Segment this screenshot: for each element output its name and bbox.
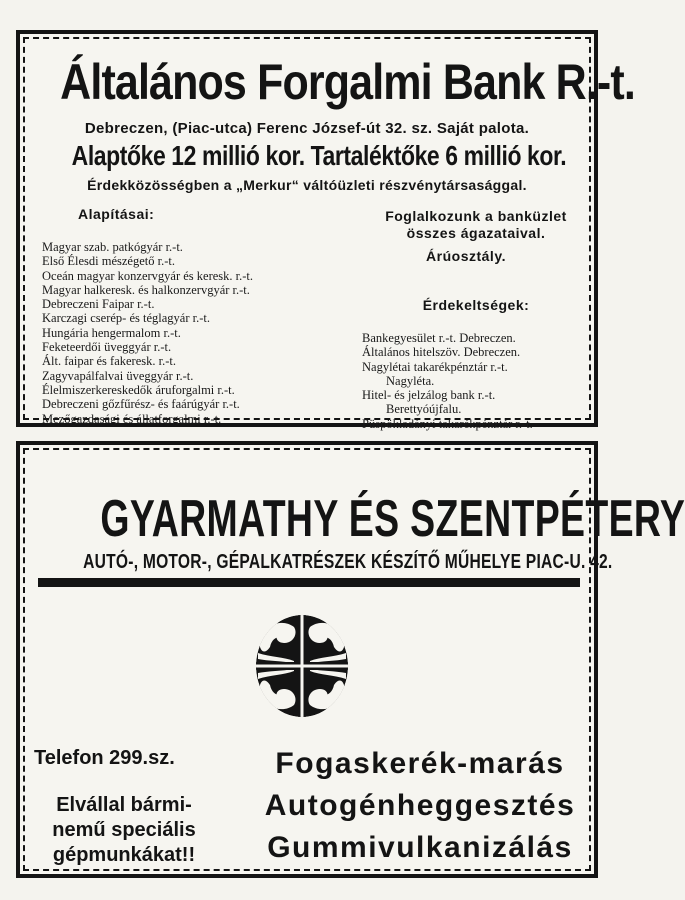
- ornamental-logo-icon: [254, 613, 350, 719]
- foundings-list: [42, 240, 253, 426]
- list-item: Oceán magyar konzervgyár és keresk. r.-t.: [42, 268, 254, 283]
- service-item: Fogaskerék-marás: [275, 747, 565, 780]
- workshop-advertisement: [16, 441, 685, 878]
- list-item: Magyar halkeresk. és halkonzervgyár r.-t.: [42, 282, 250, 297]
- list-item: Berettyóújfalu.: [386, 402, 462, 417]
- list-item: Első Élesdi mészégető r.-t.: [42, 254, 175, 269]
- list-item: Püspökladányi takarékpénztár r.-t.: [362, 416, 533, 431]
- service-item: Gummivulkanizálás: [267, 831, 573, 864]
- list-item: Nagyléta.: [386, 373, 435, 388]
- holdings-list: [362, 331, 533, 431]
- list-item: Magyar szab. patkógyár r.-t.: [42, 240, 183, 254]
- list-item: Ált. faipar és fakeresk. r.-t.: [42, 354, 176, 369]
- list-item: Általános hitelszöv. Debreczen.: [362, 345, 521, 360]
- bank-address: Debreczen, (Piac-utca) Ferenc József-út 32. sz. Saját palota.: [84, 120, 530, 137]
- bank-capital: Alaptőke 12 millió kor. Tartaléktőke 6 millió kor.: [71, 140, 567, 171]
- services-line-2: összes ágazataival.: [406, 225, 546, 241]
- bank-title: Általános Forgalmi Bank R.-t.: [60, 54, 635, 110]
- services-list: [252, 743, 588, 869]
- bank-advertisement: [16, 30, 635, 431]
- workshop-subtitle: AUTÓ-, MOTOR-, GÉPALKATRÉSZEK KÉSZÍTŐ MŰHELYE PIAC-U. 42.: [83, 551, 613, 573]
- services-line-1: Foglalkozunk a banküzlet: [385, 208, 567, 224]
- offer-line: gépmunkákat!!: [52, 844, 196, 866]
- list-item: Feketeerdői üveggyár r.-t.: [42, 340, 172, 355]
- list-item: Nagylétai takarékpénztár r.-t.: [362, 359, 508, 374]
- phone-number: Telefon 299.sz.: [34, 747, 175, 769]
- bank-interest-note: Érdekközösségben a „Merkur“ váltóüzleti részvénytársasággal.: [87, 177, 527, 193]
- list-item: Élelmiszerkereskedők áruforgalmi r.-t.: [42, 382, 235, 397]
- list-item: Hitel- és jelzálog bank r.-t.: [362, 388, 496, 403]
- list-item: Bankegyesület r.-t. Debreczen.: [362, 331, 516, 345]
- list-item: Zagyvapálfalvai üveggyár r.-t.: [42, 368, 194, 383]
- list-item: Debreczeni Faipar r.-t.: [42, 297, 155, 312]
- offer-text: [34, 793, 214, 868]
- offer-line: nemű speciális: [52, 819, 196, 841]
- service-item: Autogénheggesztés: [264, 789, 576, 822]
- list-item: Hungária hengermalom r.-t.: [42, 325, 181, 340]
- workshop-title: GYARMATHY ÉS SZENTPÉTERY: [100, 490, 685, 548]
- list-item: Debreczeni gőzfűrész- és faárúgyár r.-t.: [42, 397, 240, 412]
- goods-department: Árúosztály.: [426, 248, 506, 264]
- list-item: Mezőgazdasági és állatforgalmi r.-t.: [42, 411, 222, 426]
- list-item: Karczagi cserép- és téglagyár r.-t.: [42, 311, 210, 326]
- foundings-heading: Alapításai:: [78, 206, 155, 222]
- holdings-heading: Érdekeltségek:: [422, 297, 530, 313]
- divider-rule: [38, 578, 580, 587]
- offer-line: Elvállal bármi-: [56, 794, 192, 816]
